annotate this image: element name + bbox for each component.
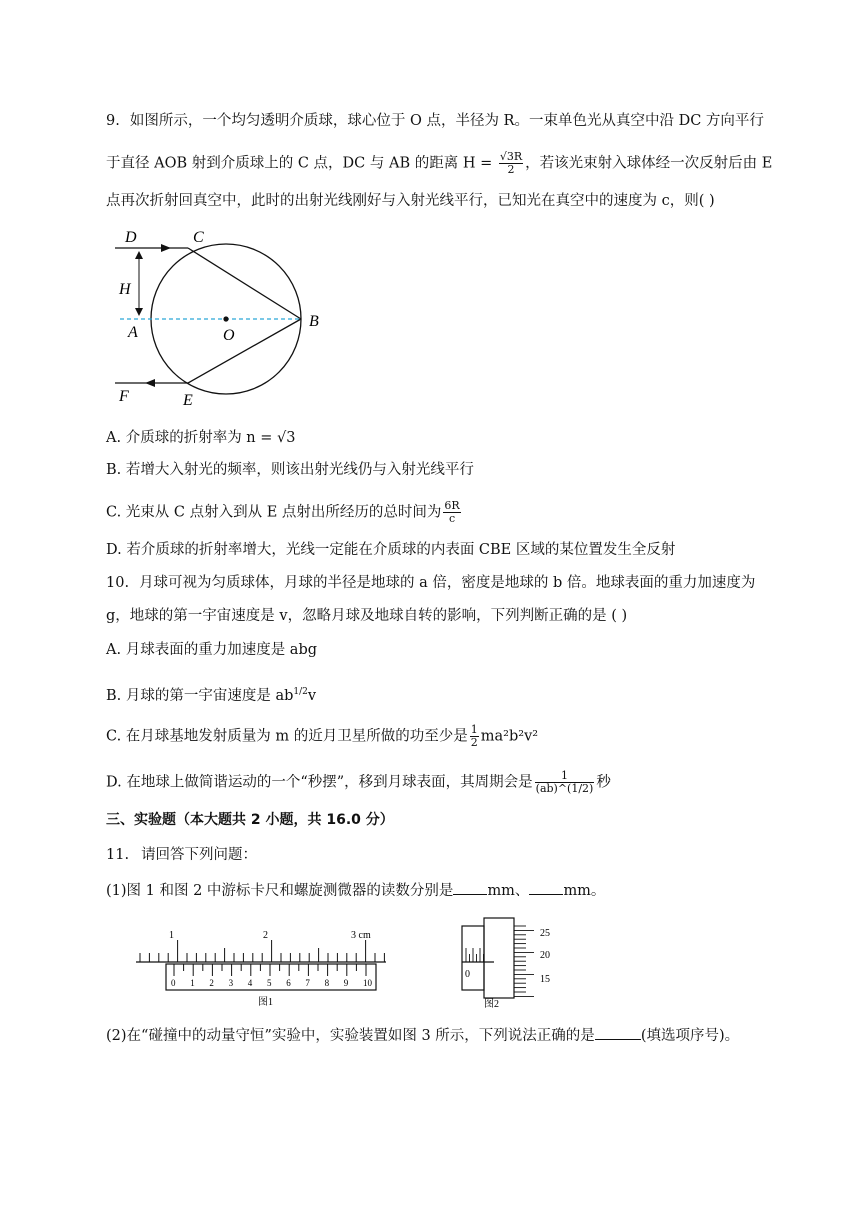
q9-h-fraction: $\frac{√3R}{2}$: [499, 150, 523, 176]
label-b: B: [309, 313, 319, 330]
vernier-label: 0: [171, 978, 176, 988]
vernier-label: 7: [305, 978, 310, 988]
center-point: [223, 316, 228, 321]
q10-option-a: A. 月球表面的重力加速度是 abg: [106, 642, 318, 658]
q9-option-a: A. 介质球的折射率为 n = √3: [106, 430, 296, 446]
label-o: O: [223, 327, 235, 344]
label-h: H: [119, 281, 131, 298]
q9-option-b: B. 若增大入射光的频率，则该出射光线仍与入射光线平行: [106, 462, 474, 478]
main-scale-label-3: 3 cm: [351, 930, 371, 941]
q10-option-c: C. 在月球基地发射质量为 m 的近月卫星所做的功至少是 $\frac{1}{2}$ ma²b²v²: [106, 723, 539, 749]
ray-b-to-e: [188, 319, 301, 383]
vernier-label: 8: [324, 978, 330, 988]
main-scale-label-2: 2: [263, 930, 268, 941]
q9-line2: 于直径 AOB 射到介质球上的 C 点，DC 与 AB 的距离 H = $\frac{√3R}{2}$ ，若该光束射入球体经一次反射后由 E: [106, 150, 773, 176]
vernier-caliper-figure: [136, 924, 392, 1008]
vernier-label: 2: [209, 978, 214, 988]
q10-line2: g，地球的第一宇宙速度是 v，忽略月球及地球自转的影响，下列判断正确的是 ( ): [106, 608, 628, 624]
vernier-label: 9: [343, 978, 349, 988]
fig2-caption: 图2: [484, 999, 499, 1010]
q10-option-c-fraction: $\frac{1}{2}$: [470, 723, 478, 749]
vernier-label: 1: [190, 978, 195, 988]
q9-option-d: D. 若介质球的折射率增大，光线一定能在介质球的内表面 CBE 区域的某位置发生全反射: [106, 542, 676, 558]
sleeve-label-0: 0: [465, 969, 470, 980]
q10-number: 10.: [106, 575, 130, 591]
q11-part1: (1)图 1 和图 2 中游标卡尺和螺旋测微器的读数分别是 mm、 mm。: [106, 880, 605, 901]
q9-option-c-fraction: $\frac{6R}{c}$: [444, 499, 460, 525]
thimble-label-20: 20: [540, 950, 550, 961]
vernier-label: 6: [286, 978, 291, 988]
section3-title: 三、实验题（本大题共 2 小题，共 16.0 分）: [106, 812, 394, 828]
label-e: E: [183, 392, 193, 409]
micrometer-figure: [448, 912, 578, 1010]
q9-figure: [105, 222, 345, 412]
vernier-label: 3: [228, 978, 234, 988]
q11-part2: (2)在“碰撞中的动量守恒”实验中，实验装置如图 3 所示，下列说法正确的是 (填选项序号)。: [106, 1025, 739, 1046]
q9-number: 9.: [106, 113, 120, 129]
q10-option-d: D. 在地球上做简谐运动的一个“秒摆”，移到月球表面，其周期会是 $\frac{1}{(ab)\^{}(1/2)}$ 秒: [106, 769, 611, 795]
vernier-label: 4: [247, 978, 253, 988]
label-f: F: [119, 388, 129, 405]
answer-blank-2[interactable]: [529, 880, 563, 895]
q10-option-b: B. 月球的第一宇宙速度是 $ab^{1/2}v$: [106, 687, 317, 704]
q10-option-d-fraction: $\frac{1}{(ab)\^{}(1/2)}$: [535, 769, 594, 795]
q9-line1: 9. 如图所示，一个均匀透明介质球，球心位于 O 点，半径为 R。一束单色光从真空中沿 DC 方向平行: [106, 113, 764, 129]
label-c: C: [193, 229, 204, 246]
vernier-label: 5: [267, 978, 272, 988]
q11-number: 11.: [106, 847, 130, 863]
label-d: D: [125, 229, 137, 246]
vernier-label: 10: [363, 978, 372, 988]
q9-line3: 点再次折射回真空中，此时的出射光线刚好与入射光线平行，已知光在真空中的速度为 c，则( ): [106, 193, 715, 209]
fig1-caption: 图1: [258, 997, 273, 1008]
answer-blank-3[interactable]: [595, 1025, 641, 1040]
q10-line1: 10. 月球可视为匀质球体，月球的半径是地球的 a 倍，密度是地球的 b 倍。地球表面的重力加速度为: [106, 575, 756, 591]
ray-c-to-b: [188, 248, 301, 319]
main-scale-label-1: 1: [169, 930, 174, 941]
label-a: A: [128, 324, 138, 341]
q11-line1: 11. 请回答下列问题：: [106, 847, 258, 863]
thimble-label-15: 15: [540, 974, 550, 985]
micrometer-thimble: [484, 918, 514, 998]
answer-blank-1[interactable]: [453, 880, 487, 895]
q9-option-c: C. 光束从 C 点射入到从 E 点射出所经历的总时间为 $\frac{6R}{c}$: [106, 499, 460, 525]
thimble-label-25: 25: [540, 928, 550, 939]
